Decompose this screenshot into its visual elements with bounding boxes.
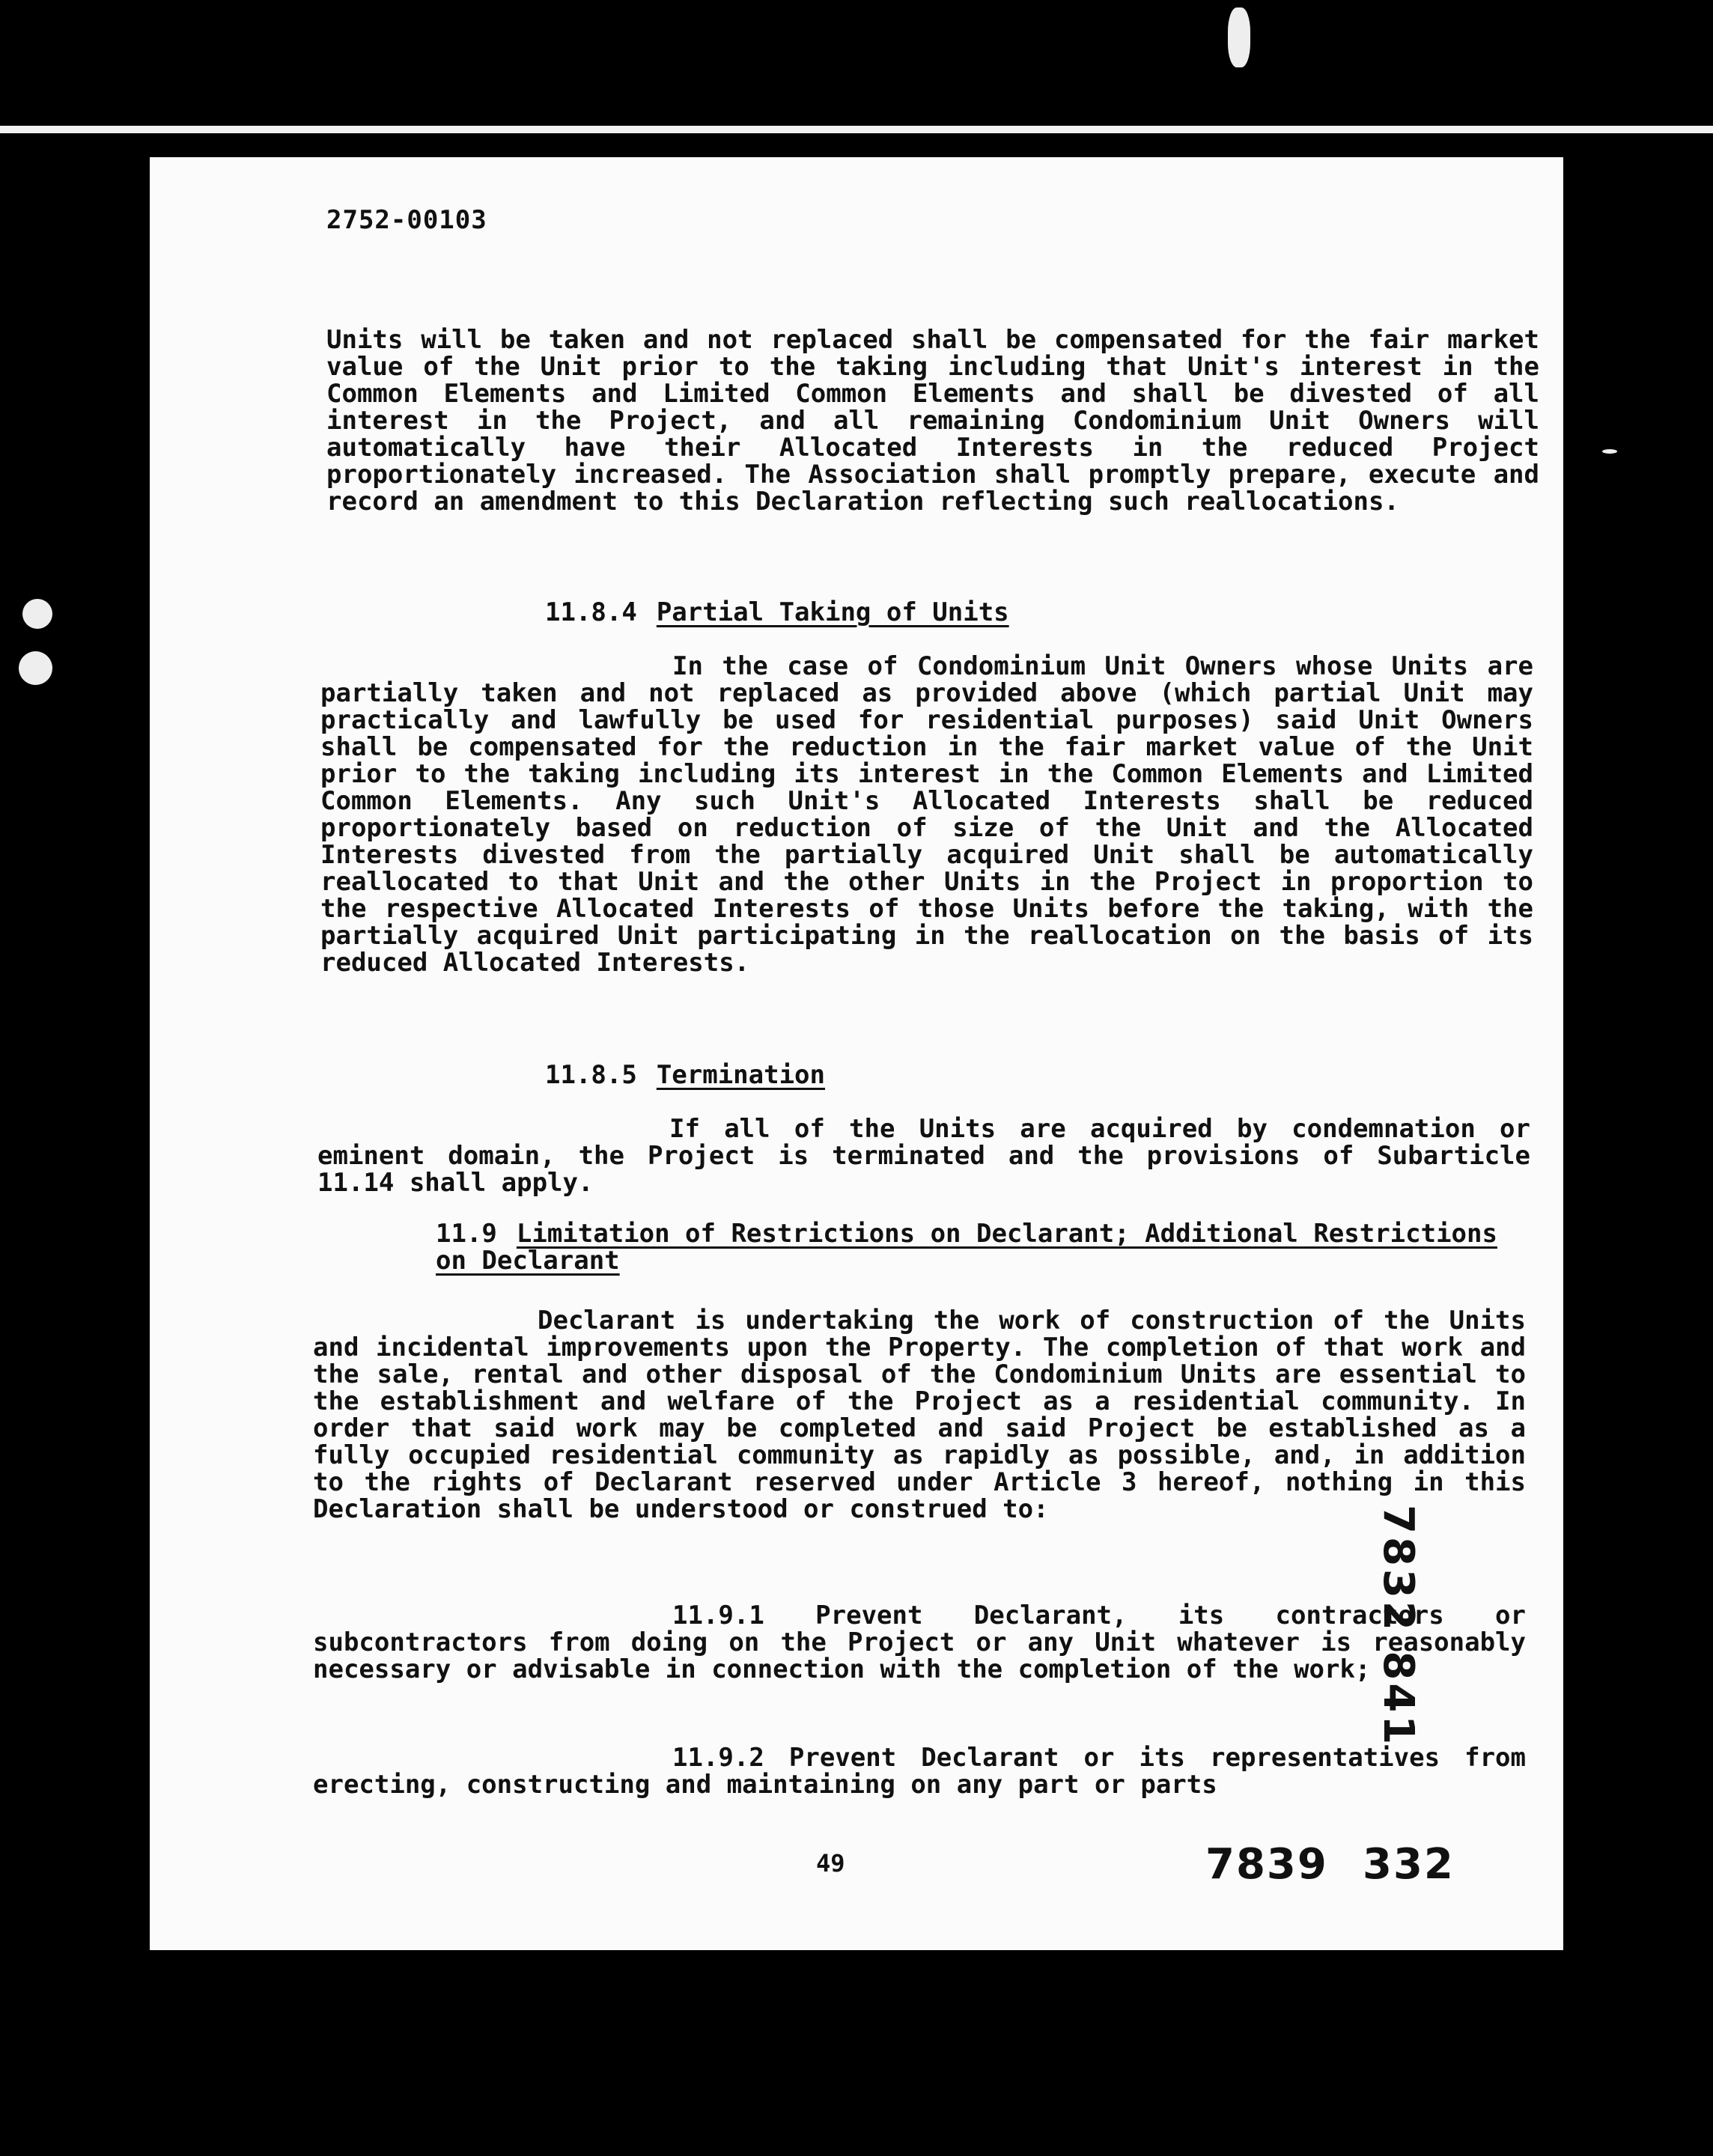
section-title: Limitation of Restrictions on Declarant; Additional Restrictions on Declarant: [436, 1219, 1497, 1276]
section-number: 11.9.2: [672, 1743, 764, 1773]
paragraph-11-8-5: [317, 1115, 1530, 1196]
paragraph-text: Declarant is undertaking the work of construction of the Units and incidental improvements upon the Property. The completion of that work and the sale, rental and other disposal of the Condominium Units are essential to the establishment and welfare of the Project as a residential community. In order that said work may be completed and said Project be established as a fully occupied residential community as rapidly as possible, and, in addition to the rights of Declarant reserved under Article 3 hereof, nothing in this Declaration shall be understood or construed to:: [313, 1306, 1526, 1524]
paragraph-text: In the case of Condominium Unit Owners whose Units are partially taken and not replaced as provided above (which partial Unit may practically and lawfully be used for residential purposes) said Unit Owners shall be compensated for the reduction in the fair market value of the Unit prior to the taking including its interest in the Common Elements and Limited Common Elements. Any such Unit's Allocated Interests shall be reduced proportionately based on reduction of size of the Unit and the Allocated Interests divested from the partially acquired Unit shall be automatically reallocated to that Unit and the other Units in the Project in proportion to the respective Allocated Interests of those Units before the taking, with the partially acquired Unit participating in the reallocation on the basis of its reduced Allocated Interests.: [320, 651, 1533, 978]
section-number: 11.9: [436, 1219, 497, 1249]
vertical-recording-stamp: 7832 841: [1374, 1505, 1423, 1748]
paragraph-11-9: [313, 1307, 1526, 1523]
section-number: 11.9.1: [672, 1601, 764, 1630]
paragraph-11-9-1: [313, 1602, 1526, 1683]
document-id: 2752-00103: [326, 205, 487, 235]
recording-stamp-page: 332: [1363, 1840, 1455, 1889]
section-11-9-heading: [436, 1220, 1521, 1274]
section-number: 11.8.4: [545, 597, 637, 627]
paragraph-11-9-2: [313, 1744, 1526, 1798]
section-title: Termination: [656, 1060, 825, 1090]
paragraph-text: Prevent Declarant or its representatives from erecting, constructing and maintaining on any part or parts: [313, 1743, 1526, 1800]
scan-edge-bar: [0, 126, 1713, 133]
document-page: [150, 157, 1563, 1950]
scan-speck: [22, 599, 52, 629]
section-title: Partial Taking of Units: [656, 597, 1009, 627]
section-11-8-4-heading: [545, 599, 1009, 626]
paragraph-text: Prevent Declarant, its contractors or subcontractors from doing on the Project or any Unit whatever is reasonably necessary or advisable in connection with the completion of the work;: [313, 1601, 1526, 1684]
paragraph-11-8-4: [320, 653, 1533, 976]
paragraph-intro: Units will be taken and not replaced shall be compensated for the fair market value of the Unit prior to the taking including that Unit's interest in the Common Elements and Limited Common Elements and shall be divested of all interest in the Project, and all remaining Condominium Unit Owners will automatically have their Allocated Interests in the reduced Project proportionately increased. The Association shall promptly prepare, execute and record an amendment to this Declaration reflecting such reallocations.: [326, 325, 1539, 517]
scan-speck: [19, 651, 52, 685]
section-number: 11.8.5: [545, 1060, 637, 1090]
section-11-8-5-heading: [545, 1062, 825, 1088]
paragraph-text: If all of the Units are acquired by condemnation or eminent domain, the Project is terminated and the provisions of Subarticle 11.14 shall apply.: [317, 1114, 1530, 1198]
page-number: 49: [816, 1849, 845, 1878]
recording-stamp-book: 7839: [1205, 1840, 1328, 1889]
scan-speck: [1602, 449, 1617, 454]
scan-speck: [1228, 7, 1250, 67]
